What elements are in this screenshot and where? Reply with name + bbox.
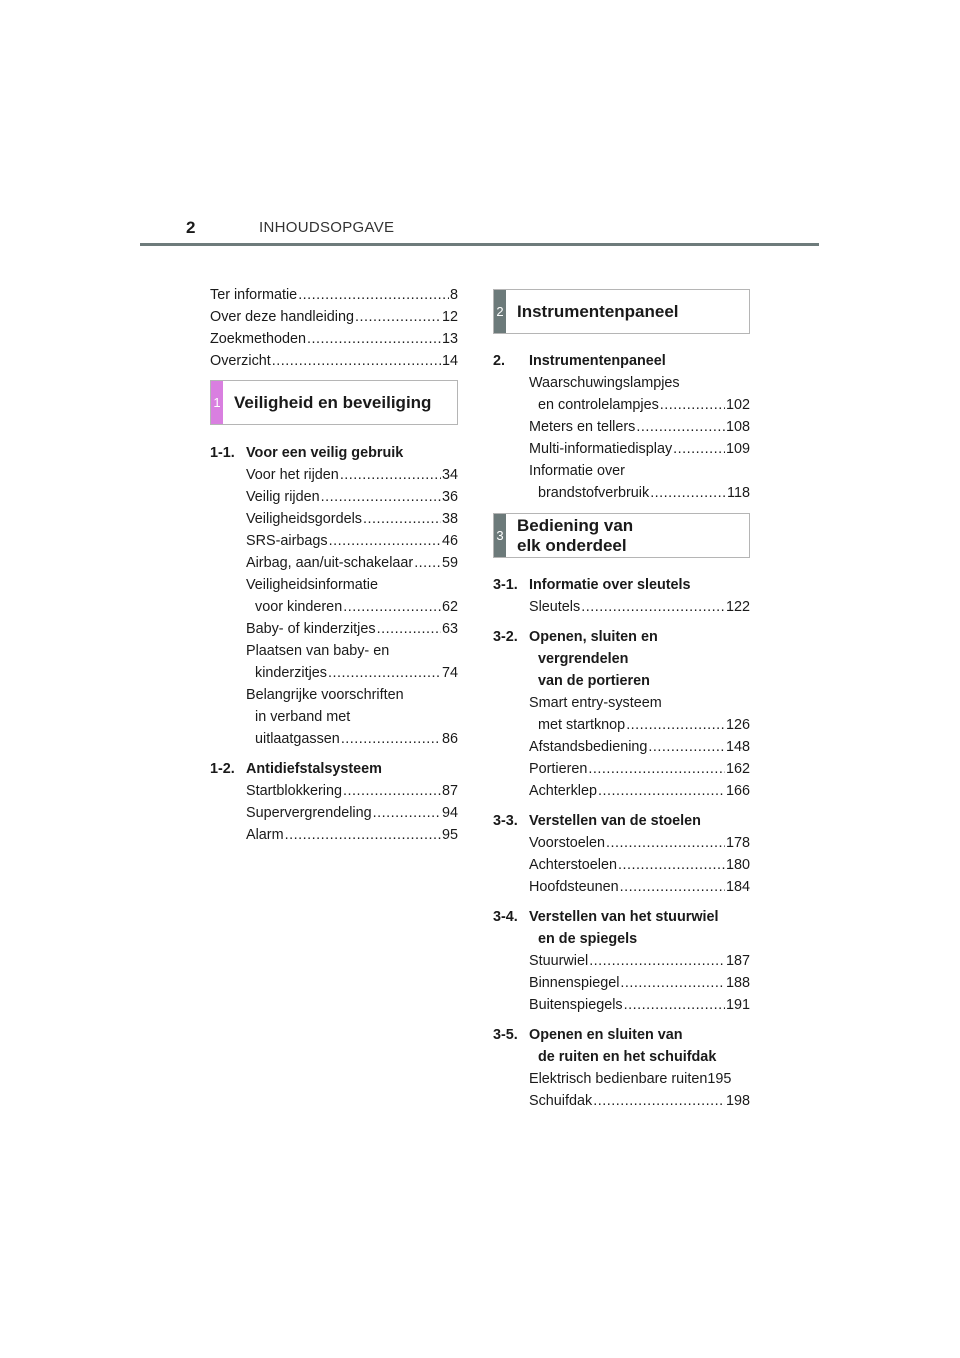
toc-entry[interactable]: Informatie over brandstofverbruik ..... 118 bbox=[529, 460, 750, 504]
chapter-title: Instrumentenpaneel bbox=[517, 301, 679, 321]
toc-entry[interactable]: SRS-airbags ..... 46 bbox=[246, 530, 458, 552]
chapter-number-tab: 1 bbox=[211, 381, 223, 424]
toc-entry[interactable]: Elektrisch bedienbare ruiten195 bbox=[529, 1071, 732, 1087]
section-heading[interactable]: 3-5. Openen en sluiten van de ruiten en het schuifdak bbox=[493, 1027, 717, 1065]
toc-entry[interactable]: Schuifdak ..... 198 bbox=[529, 1090, 750, 1112]
toc-entry[interactable]: Plaatsen van baby- en kinderzitjes ..... 74 bbox=[246, 640, 458, 684]
chapter-number-tab: 3 bbox=[494, 514, 506, 557]
toc-entry[interactable]: Buitenspiegels ..... 191 bbox=[529, 994, 750, 1016]
toc-entry[interactable]: Voor het rijden ..... 34 bbox=[246, 464, 458, 486]
toc-entry[interactable]: Overzicht ..... 14 bbox=[210, 350, 458, 372]
toc-entry[interactable]: Portieren ..... 162 bbox=[529, 758, 750, 780]
toc-entry[interactable]: Multi-informatiedisplay ..... 109 bbox=[529, 438, 750, 460]
toc-entry[interactable]: Airbag, aan/uit-schakelaar ..... 59 bbox=[246, 552, 458, 574]
chapter-2-header[interactable] bbox=[493, 289, 750, 334]
chapter-3-header[interactable] bbox=[493, 513, 750, 558]
toc-entry[interactable]: Smart entry-systeem met startknop ..... 126 bbox=[529, 692, 750, 736]
toc-entry[interactable]: Binnenspiegel ..... 188 bbox=[529, 972, 750, 994]
toc-entry[interactable]: Meters en tellers ..... 108 bbox=[529, 416, 750, 438]
toc-entry[interactable]: Hoofdsteunen ..... 184 bbox=[529, 876, 750, 898]
toc-entry[interactable]: Sleutels ..... 122 bbox=[529, 596, 750, 618]
section-heading[interactable]: 3-4. Verstellen van het stuurwiel en de spiegels bbox=[493, 909, 719, 947]
toc-entry[interactable]: Baby- of kinderzitjes ..... 63 bbox=[246, 618, 458, 640]
toc-entry[interactable]: Achterklep ..... 166 bbox=[529, 780, 750, 802]
chapter-1-header[interactable] bbox=[210, 380, 458, 425]
toc-entry[interactable]: Veiligheidsgordels ..... 38 bbox=[246, 508, 458, 530]
toc-entry[interactable]: Waarschuwingslampjes en controlelampjes ..... 102 bbox=[529, 372, 750, 416]
toc-entry[interactable]: Supervergrendeling ..... 94 bbox=[246, 802, 458, 824]
section-heading[interactable]: 3-3. Verstellen van de stoelen bbox=[493, 813, 701, 829]
toc-entry[interactable]: Ter informatie ..... 8 bbox=[210, 284, 458, 306]
toc-entry[interactable]: Startblokkering ..... 87 bbox=[246, 780, 458, 802]
section-heading[interactable]: 3-1. Informatie over sleutels bbox=[493, 577, 691, 593]
section-heading[interactable]: 2. Instrumentenpaneel bbox=[493, 353, 666, 369]
toc-entry[interactable]: Over deze handleiding ..... 12 bbox=[210, 306, 458, 328]
toc-right-column bbox=[493, 289, 750, 1112]
header-rule bbox=[140, 243, 819, 246]
toc-entry[interactable]: Stuurwiel ..... 187 bbox=[529, 950, 750, 972]
toc-entry[interactable]: Afstandsbediening ..... 148 bbox=[529, 736, 750, 758]
toc-entry[interactable]: Alarm ..... 95 bbox=[246, 824, 458, 846]
toc-entry[interactable]: Achterstoelen ..... 180 bbox=[529, 854, 750, 876]
toc-left-column bbox=[210, 284, 458, 846]
chapter-number-tab: 2 bbox=[494, 290, 506, 333]
chapter-title: Bediening van elk onderdeel bbox=[517, 515, 634, 555]
section-heading[interactable]: 1-1. Voor een veilig gebruik bbox=[210, 445, 404, 461]
section-heading[interactable]: 1-2. Antidiefstalsysteem bbox=[210, 761, 382, 777]
toc-entry[interactable]: Belangrijke voorschriften in verband met uitlaatgassen ..... 86 bbox=[246, 684, 458, 750]
toc-entry[interactable]: Voorstoelen ..... 178 bbox=[529, 832, 750, 854]
toc-entry[interactable]: Zoekmethoden ..... 13 bbox=[210, 328, 458, 350]
page-title: INHOUDSOPGAVE bbox=[259, 219, 395, 236]
section-heading[interactable]: 3-2. Openen, sluiten en vergrendelen van de portieren bbox=[493, 629, 658, 689]
toc-entry[interactable]: Veilig rijden ..... 36 bbox=[246, 486, 458, 508]
toc-entry[interactable]: Veiligheidsinformatie voor kinderen ..... 62 bbox=[246, 574, 458, 618]
chapter-title: Veiligheid en beveiliging bbox=[234, 392, 432, 412]
page-number: 2 bbox=[186, 218, 196, 237]
